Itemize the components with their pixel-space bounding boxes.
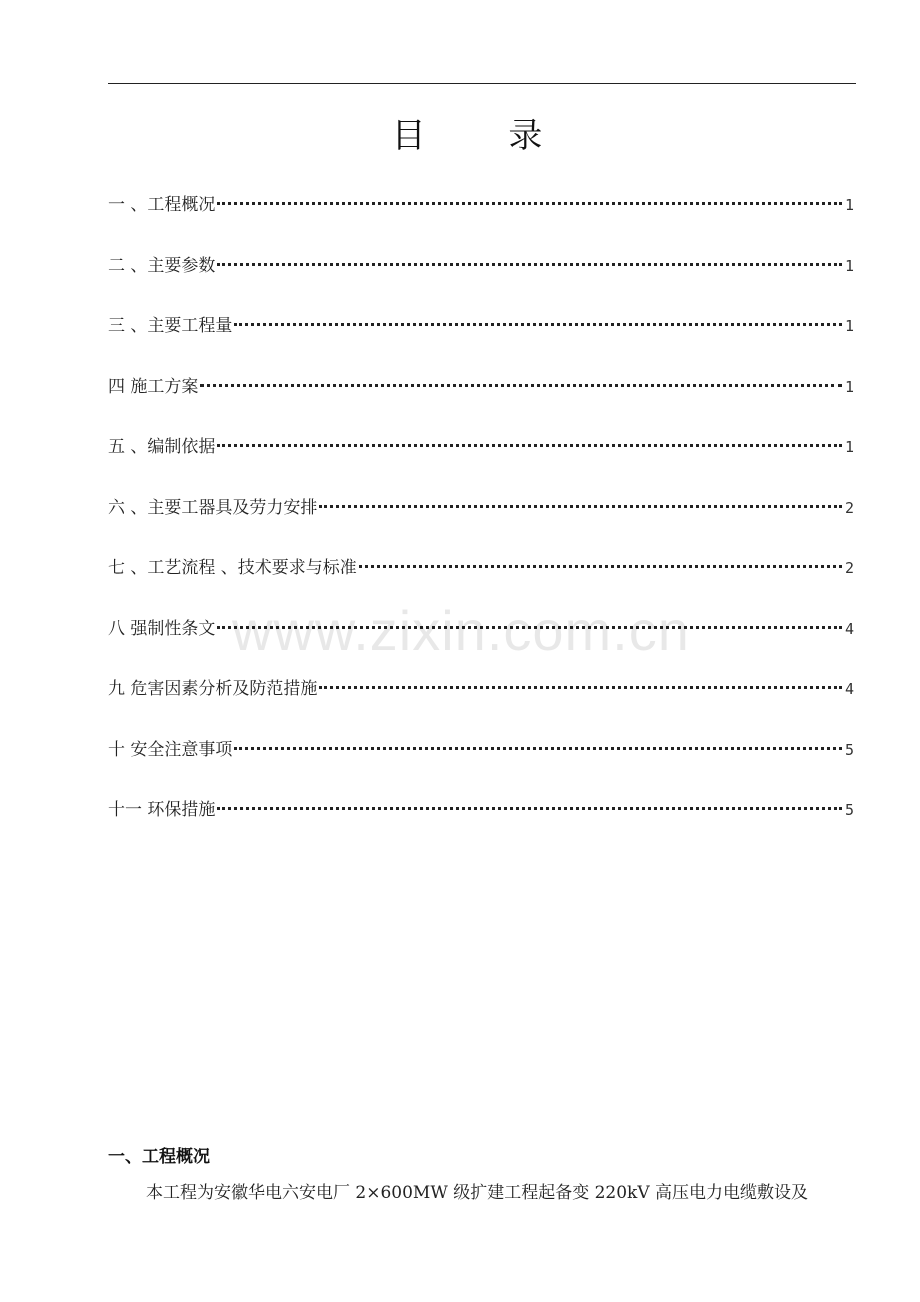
dot-leader [359, 565, 842, 568]
toc-entry-page: 1 [844, 377, 854, 396]
toc-entry-label: 九 危害因素分析及防范措施 [108, 679, 318, 699]
toc-entry[interactable] [108, 311, 854, 372]
toc-entry[interactable] [108, 614, 854, 675]
toc-entry-label: 三 、主要工程量 [108, 316, 233, 336]
toc-entry-label: 十一 环保措施 [108, 800, 216, 820]
dot-leader [319, 505, 842, 508]
toc-entry[interactable] [108, 251, 854, 312]
toc-entry-page: 2 [844, 559, 854, 577]
toc-entry-label: 五 、编制依据 [108, 437, 216, 457]
dot-leader [217, 444, 842, 447]
toc-entry[interactable] [108, 735, 854, 796]
dot-leader [234, 323, 842, 326]
body-paragraph: 本工程为安徽华电六安电厂 2×600MW 级扩建工程起备变 220kV 高压电力电缆敷设及 [146, 1183, 809, 1203]
toc-entry[interactable] [108, 493, 854, 554]
toc-entry[interactable] [108, 795, 854, 856]
toc-entry[interactable] [108, 372, 854, 433]
dot-leader [217, 626, 842, 629]
page-title: 目 录 [391, 116, 579, 156]
toc-entry-page: 5 [844, 801, 854, 819]
toc-entry-label: 十 安全注意事项 [108, 739, 233, 760]
toc-entry-page: 1 [844, 196, 854, 214]
dot-leader [234, 747, 842, 750]
dot-leader [217, 202, 842, 205]
dot-leader [200, 384, 842, 387]
dot-leader [319, 686, 842, 689]
toc-entry-page: 4 [844, 680, 854, 698]
toc-entry-label: 四 施工方案 [108, 376, 199, 397]
toc-entry[interactable] [108, 674, 854, 735]
toc-entry-label: 七 、工艺流程 、技术要求与标准 [108, 558, 357, 578]
toc-entry-label: 一 、工程概况 [108, 195, 216, 215]
toc-entry-page: 1 [844, 438, 854, 456]
toc-entry-label: 六 、主要工器具及劳力安排 [108, 497, 318, 518]
dot-leader [217, 807, 842, 810]
toc-entry-page: 2 [844, 498, 854, 517]
toc-entry[interactable] [108, 190, 854, 251]
toc-entry-page: 5 [844, 740, 854, 759]
table-of-contents [108, 190, 854, 856]
toc-entry-label: 八 强制性条文 [108, 618, 216, 639]
toc-entry-page: 1 [844, 256, 854, 275]
dot-leader [217, 263, 842, 266]
watermark: www.zixin.com.cn [232, 599, 690, 662]
toc-entry-page: 4 [844, 619, 854, 638]
toc-entry[interactable] [108, 432, 854, 493]
toc-entry-label: 二 、主要参数 [108, 255, 216, 276]
header-rule [108, 83, 856, 84]
section-heading: 一、工程概况 [108, 1147, 210, 1167]
toc-entry-page: 1 [844, 317, 854, 335]
toc-entry[interactable] [108, 553, 854, 614]
